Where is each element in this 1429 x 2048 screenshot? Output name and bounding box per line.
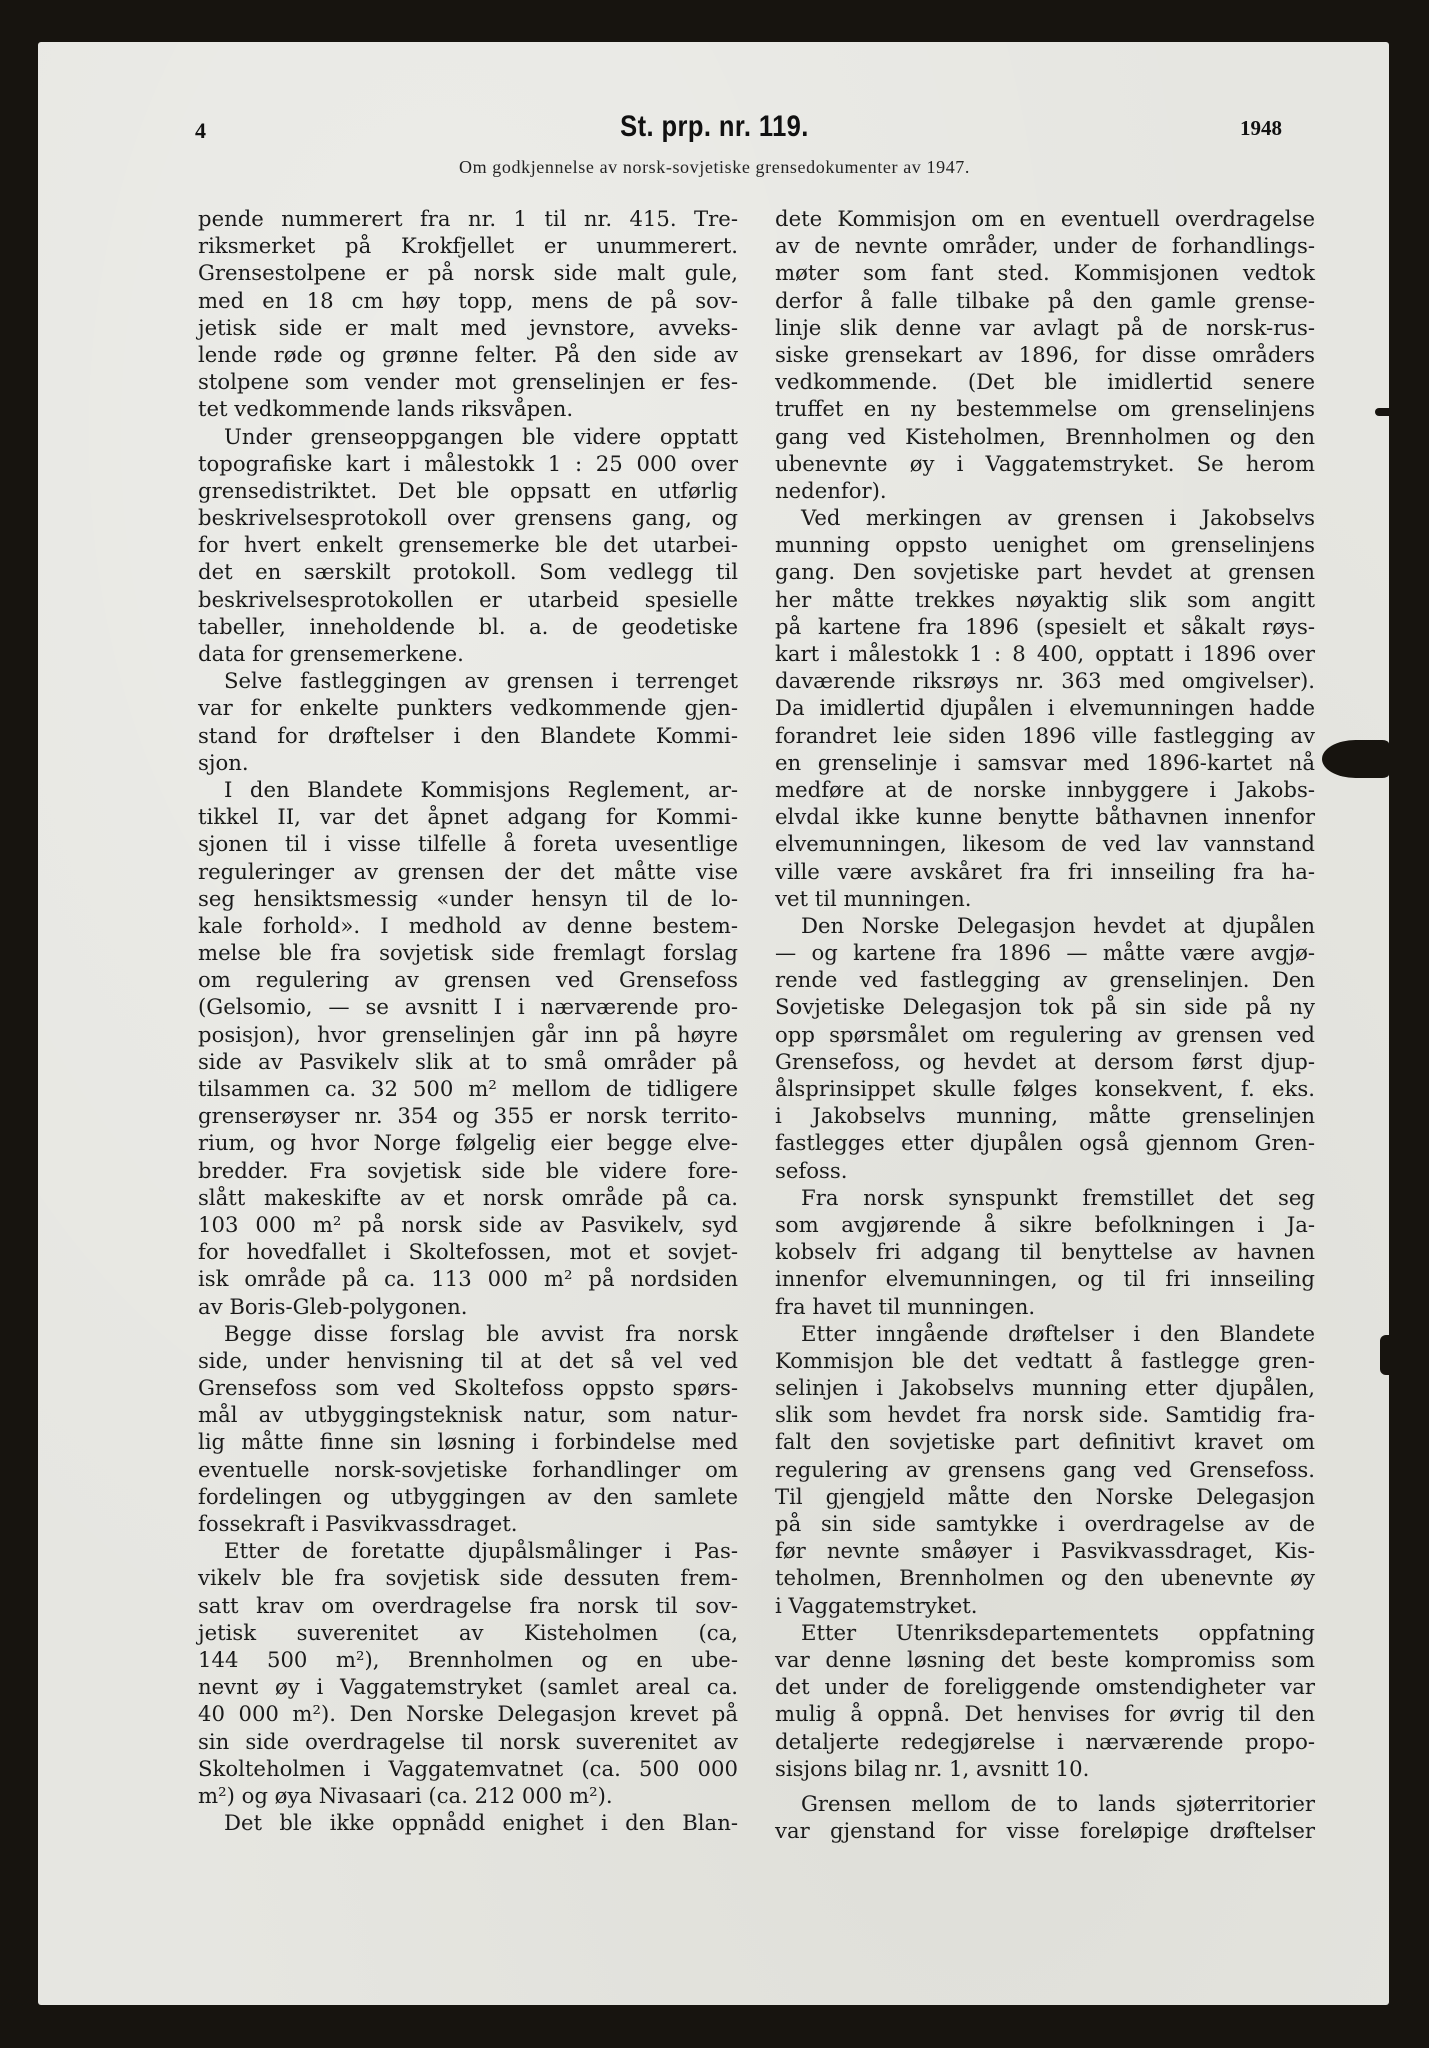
text-line: Selve fastleggingen av grensen i terrenget [224,668,738,694]
text-line: en grenselinje i samsvar med 1896-kartet nå [775,749,1315,775]
text-line: i Jakobselvs munning, måtte grenselinjen [775,1103,1315,1129]
text-line: siske grensekart av 1896, for disse områders [775,341,1315,367]
text-line: gang. Den sovjetiske part hevdet at grensen [775,559,1315,585]
text-line: 144 500 m²), Brennholmen og en ube- [198,1646,738,1672]
text-line: fossekraft i Pasvikvassdraget. [198,1511,518,1536]
text-line: rende ved fastlegging av grenselinjen. Den [775,967,1315,993]
text-line: på kartene fra 1896 (spesielt et såkalt røys- [775,613,1315,639]
text-line: grensedistriktet. Det ble oppsatt en utførlig [198,477,738,503]
text-line: derfor å falle tilbake på den gamle grense- [775,287,1315,313]
text-line: Det ble ikke oppnådd enighet i den Blan- [224,1810,738,1836]
text-line: var gjenstand for visse foreløpige drøftelser [775,1818,1315,1844]
text-line: vikelv ble fra sovjetisk side dessuten frem- [198,1565,738,1591]
text-line: eventuelle norsk-sovjetiske forhandlinger om [198,1456,738,1482]
text-line: på sin side samtykke i overdragelse av de [775,1511,1315,1536]
text-line: elvemunningen, likesom de ved lav vannstand [775,831,1315,857]
document-subtitle: Om godkjennelse av norsk-sovjetiske grensedokumenter av 1947. [459,157,970,177]
text-line: Fra norsk synspunkt fremstillet det seg [801,1184,1315,1210]
text-line: munning oppsto uenighet om grenselinjens [775,532,1315,558]
text-line: ålsprinsippet skulle følges konsekvent, f. eks. [775,1076,1315,1101]
text-line: isk område på ca. 113 000 m² på nordsiden [198,1266,738,1292]
left-text-column [198,205,738,1836]
text-line: som avgjørende å sikre befolkningen i Ja- [775,1211,1315,1237]
text-line: side av Pasvikelv slik at to små områder på [198,1048,738,1074]
text-line: Skolteholmen i Vaggatemvatnet (ca. 500 000 [198,1755,738,1781]
text-line: m²) og øya Nivasaari (ca. 212 000 m²). [198,1782,613,1808]
text-line: seg hensiktsmessig «under hensyn til de lo- [198,885,738,911]
right-text-column [775,205,1315,1844]
text-line: Grensefoss, og hevdet at dersom først djup- [775,1048,1315,1074]
text-line: detaljerte redegjørelse i nærværende propo- [775,1728,1315,1754]
text-line: tilsammen ca. 32 500 m² mellom de tidligere [198,1076,738,1101]
text-line: stolpene som vender mot grenselinjen er fes- [198,369,738,395]
text-line: slik som hevdet fra norsk side. Samtidig fra- [775,1402,1315,1428]
text-line: Under grenseoppgangen ble videre opptatt [224,423,738,449]
text-line: — og kartene fra 1896 — måtte være avgjø- [775,940,1315,966]
text-line: tet vedkommende lands riksvåpen. [198,396,574,422]
text-line: fastlegges etter djupålen også gjennom Gren- [775,1130,1315,1156]
text-line: pende nummerert fra nr. 1 til nr. 415. Tre- [198,206,738,231]
text-line: Sovjetiske Delegasjon tok på sin side på ny [775,994,1315,1020]
text-line: lende røde og grønne felter. På den side av [198,341,738,367]
text-line: elvdal ikke kunne benytte båthavnen innenfor [775,804,1315,830]
text-line: ville være avskåret fra fri innseiling fra ha- [775,858,1315,884]
binding-mark [1375,408,1389,416]
text-line: linje slik denne var avlagt på de norsk-rus- [775,314,1315,340]
text-line: om regulering av grensen ved Grensefoss [198,967,738,993]
text-line: ubenevnte øy i Vaggatemstryket. Se herom [775,450,1315,476]
text-line: Til gjengjeld måtte den Norske Delegasjon [775,1483,1315,1509]
text-line: side, under henvisning til at det så vel ved [198,1347,738,1373]
text-line: sin side overdragelse til norsk suverenitet av [198,1728,738,1754]
text-line: var denne løsning det beste kompromiss som [775,1646,1315,1672]
text-line: jetisk suverenitet av Kisteholmen (ca, [198,1619,738,1645]
text-line: med en 18 cm høy topp, mens de på sov- [198,287,738,313]
text-line: Grensestolpene er på norsk side malt gule, [198,260,738,286]
text-line: vedkommende. (Det ble imidlertid senere [775,369,1315,395]
page-number: 4 [195,118,206,143]
text-line: satt krav om overdragelse fra norsk til sov- [198,1592,738,1618]
text-line: opp spørsmålet om regulering av grensen ved [775,1021,1315,1047]
text-line: Etter de foretatte djupålsmålinger i Pas- [224,1538,738,1564]
text-line: i Vaggatemstryket. [775,1592,978,1618]
text-line: Grensen mellom de to lands sjøterritorier [801,1790,1315,1816]
text-line: nevnt øy i Vaggatemstryket (samlet areal ca. [198,1674,738,1700]
text-line: Da imidlertid djupålen i elvemunningen hadde [775,695,1315,721]
text-line: sisjons bilag nr. 1, avsnitt 10. [775,1755,1090,1781]
text-line: var for enkelte punkters vedkommende gjen- [198,695,738,721]
text-line: sefoss. [775,1157,848,1183]
text-line: 103 000 m² på norsk side av Pasvikelv, syd [198,1211,738,1237]
text-line: innenfor elvemunningen, og til fri innseiling [775,1266,1315,1292]
text-line: møter som fant sted. Kommisjonen vedtok [775,260,1315,286]
text-line: av de nevnte områder, under de forhandlings- [775,233,1315,259]
text-line: kobselv fri adgang til benyttelse av havnen [775,1239,1315,1265]
text-line: data for grensemerkene. [198,641,464,666]
text-line: beskrivelsesprotokoll over grensens gang, og [198,505,738,531]
text-line: for hvert enkelt grensemerke ble det utarbei- [198,532,738,558]
text-line: forandret leie siden 1896 ville fastlegging av [775,722,1315,748]
text-line: det under de foreliggende omstendigheter var [775,1674,1315,1700]
text-line: Begge disse forslag ble avvist fra norsk [224,1320,738,1346]
text-line: lig måtte finne sin løsning i forbindelse med [198,1429,738,1455]
text-line: Etter inngående drøftelser i den Blandete [801,1320,1315,1346]
text-line: kart i målestokk 1 : 8 400, opptatt i 1896 over [775,641,1315,666]
text-line: nedenfor). [775,477,887,503]
text-line: regulering av grensens gang ved Grensefoss. [775,1456,1315,1482]
text-line: jetisk side er malt med jevnstore, avveks- [198,314,738,340]
text-line: selinjen i Jakobselvs munning etter djupålen, [775,1375,1315,1401]
text-line: av Boris-Gleb-polygonen. [198,1293,468,1319]
text-line: dete Kommisjon om en eventuell overdragelse [775,206,1315,231]
text-line: topografiske kart i målestokk 1 : 25 000 over [198,450,738,476]
text-line: posisjon), hvor grenselinjen går inn på høyre [198,1021,738,1047]
text-line: Grensefoss som ved Skoltefoss oppsto spørs- [198,1375,738,1401]
text-line: tabeller, inneholdende bl. a. de geodetiske [198,613,738,639]
text-line: truffet en ny bestemmelse om grenselinjens [775,396,1315,422]
text-line: Ved merkingen av grensen i Jakobselvs [801,505,1315,531]
text-line: her måtte trekkes nøyaktig slik som angitt [775,586,1315,612]
text-line: daværende riksrøys nr. 363 med omgivelser). [775,668,1315,694]
text-line: det en særskilt protokoll. Som vedlegg til [198,559,738,585]
text-line: slått makeskifte av et norsk område på ca. [198,1184,738,1210]
binding-mark [1322,740,1389,778]
text-line: bredder. Fra sovjetisk side ble videre fore- [198,1157,738,1183]
binding-mark [1380,1335,1389,1375]
text-line: (Gelsomio, — se avsnitt I i nærværende pro- [198,994,738,1020]
text-line: mulig å oppnå. Det henvises for øvrig til den [775,1701,1315,1727]
text-line: Kommisjon ble det vedtatt å fastlegge gren- [775,1347,1315,1373]
text-line: Etter Utenriksdepartementets oppfatning [801,1619,1315,1645]
document-year: 1948 [1240,116,1282,140]
document-title: St. prp. nr. 119. [620,110,809,143]
text-line: stand for drøftelser i den Blandete Kommi- [198,722,738,748]
text-line: sjon. [198,749,249,775]
text-line: teholmen, Brennholmen og den ubenevnte øy [775,1565,1315,1591]
text-line: 40 000 m²). Den Norske Delegasjon krevet på [198,1701,738,1727]
text-line: reguleringer av grensen der det måtte vise [198,858,738,884]
text-line: melse ble fra sovjetisk side fremlagt forslag [198,940,738,966]
text-line: medføre at de norske innbyggere i Jakobs- [775,776,1315,802]
text-line: beskrivelsesprotokollen er utarbeid spesielle [198,586,738,612]
text-line: riksmerket på Krokfjellet er unummerert. [198,233,738,259]
text-line: vet til munningen. [775,885,972,911]
text-line: falt den sovjetiske part definitivt kravet om [775,1429,1315,1455]
text-line: I den Blandete Kommisjons Reglement, ar- [224,776,738,802]
text-line: gang ved Kisteholmen, Brennholmen og den [775,423,1315,449]
text-line: rium, og hvor Norge følgelig eier begge elve- [198,1130,738,1156]
text-line: fra havet til munningen. [775,1293,1036,1319]
text-line: tikkel II, var det åpnet adgang for Kommi- [198,804,738,830]
text-line: før nevnte småøyer i Pasvikvassdraget, Kis- [775,1538,1315,1564]
text-line: grenserøyser nr. 354 og 355 er norsk territo- [198,1103,738,1129]
text-line: fordelingen og utbyggingen av den samlete [198,1483,738,1509]
text-line: Den Norske Delegasjon hevdet at djupålen [801,912,1315,938]
text-line: mål av utbyggingsteknisk natur, som natur- [198,1402,738,1428]
text-line: kale forhold». I medhold av denne bestem- [198,912,738,938]
text-line: for hovedfallet i Skoltefossen, mot et sovjet- [198,1239,738,1265]
text-line: sjonen til i visse tilfelle å foreta uvesentlige [198,831,738,857]
